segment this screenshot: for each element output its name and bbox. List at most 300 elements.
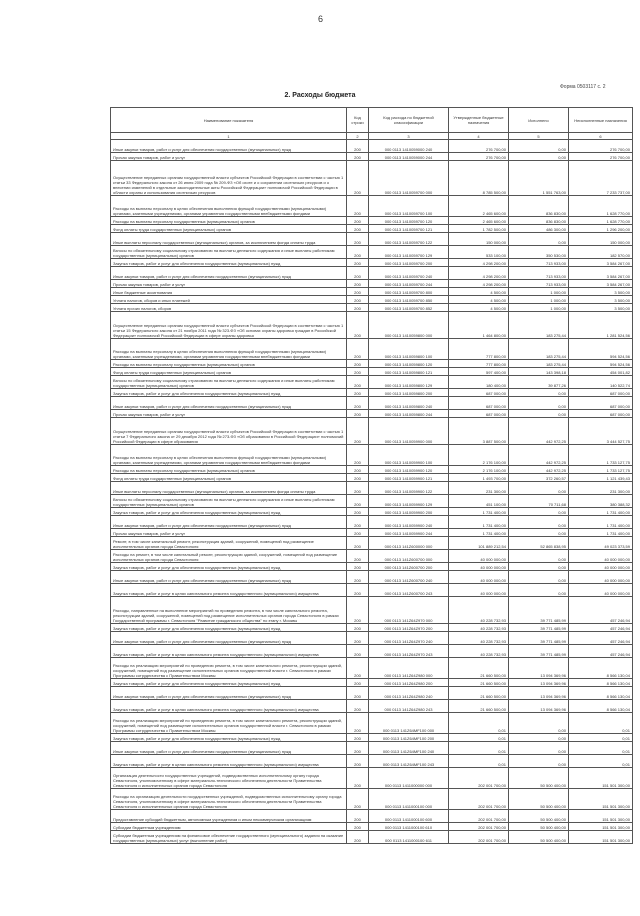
col-number: 6 (569, 133, 633, 140)
row-unexecuted: 40 000 000,00 (569, 550, 633, 563)
row-code: 200 (347, 474, 369, 482)
row-unexecuted: 49 023 373,59 (569, 537, 633, 550)
table-row (111, 267, 633, 280)
row-unexecuted: 457 246,94 (569, 645, 633, 658)
row-name: Иные закупки товаров, работ и услуг для обеспечения государственных (муниципальных) нужд (111, 687, 347, 700)
row-name: Взносы по обязательному социальному страхованию на выплаты денежного содержания и иные выплаты работникам государственных (муниципальных) органов (111, 376, 347, 389)
table-row (111, 645, 633, 658)
row-unexecuted: 594 524,56 (569, 360, 633, 368)
table-row (111, 529, 633, 537)
table-row (111, 296, 633, 304)
row-classification: 000 0113 141Z64Z970 243 (369, 645, 449, 658)
row-approved: 687 000,00 (449, 397, 509, 410)
row-executed: 0,00 (509, 755, 569, 768)
row-code: 200 (347, 550, 369, 563)
row-approved: 40 000 000,00 (449, 571, 509, 584)
row-unexecuted: 40 000 000,00 (569, 563, 633, 571)
row-classification: 000 0113 1410059700 121 (369, 225, 449, 233)
row-approved: 40 228 732,93 (449, 624, 509, 632)
row-executed: 13 094 369,96 (509, 700, 569, 713)
row-classification: 000 0113 1410059700 129 (369, 246, 449, 259)
row-unexecuted: 0,01 (569, 755, 633, 768)
row-executed: 0,00 (509, 550, 569, 563)
table-row (111, 687, 633, 700)
row-name: Расходы, направленные на выполнение мероприятий по проведению ремонта, в том числе капитального ремонта, реконструкции зданий, сооружений, помещений под размещение исполнительных органов города Севастополя в рамках Государственной программы г. Севастополя "Развитие гражданского общества" по этапу г. Москвы (111, 597, 347, 624)
row-executed: 0,00 (509, 563, 569, 571)
row-unexecuted: 594 524,56 (569, 339, 633, 360)
row-code: 200 (347, 687, 369, 700)
row-classification: 000 0113 1411000100 610 (369, 823, 449, 831)
row-code: 200 (347, 304, 369, 312)
row-approved: 202 001 700,00 (449, 810, 509, 823)
row-name: Расходы на выплаты персоналу государственных (муниципальных) органов (111, 360, 347, 368)
row-classification: 000 0113 1410059800 240 (369, 397, 449, 410)
row-name: Иные закупки товаров, работ и услуг для обеспечения государственных (муниципальных) нужд (111, 140, 347, 153)
table-row (111, 410, 633, 418)
row-name: Уплата прочих налогов, сборов (111, 304, 347, 312)
row-code: 200 (347, 312, 369, 339)
row-classification: 000 0113 141Z600700 243 (369, 584, 449, 597)
row-name: Иные закупки товаров, работ и услуг для обеспечения государственных (муниципальных) нужд (111, 516, 347, 529)
row-approved: 1 731 400,00 (449, 508, 509, 516)
row-approved: 2 176 100,00 (449, 445, 509, 466)
row-classification: 000 0113 1410059700 100 (369, 196, 449, 217)
row-unexecuted: 182 570,00 (569, 246, 633, 259)
table-row (111, 597, 633, 624)
row-name: Прочая закупка товаров, работ и услуг (111, 529, 347, 537)
row-approved: 2 465 600,00 (449, 217, 509, 225)
row-name: Расходы на реализацию мероприятий по проведению ремонта, в том числе капитального ремонта, реконструкции зданий, сооружений, помещений под размещение исполнительных органов государственной власти г. Севастополя в рамках Программы сотрудничества с Правительством Москвы (111, 713, 347, 734)
row-executed: 442 972,25 (509, 418, 569, 445)
row-code: 200 (347, 397, 369, 410)
table-row (111, 742, 633, 755)
row-executed: 0,00 (509, 571, 569, 584)
row-name: Иные закупки товаров, работ и услуг для обеспечения государственных (муниципальных) нужд (111, 397, 347, 410)
table-row (111, 734, 633, 742)
row-code: 200 (347, 296, 369, 304)
row-approved: 2 176 100,00 (449, 466, 509, 474)
table-row (111, 304, 633, 312)
row-code: 200 (347, 153, 369, 161)
row-name: Субсидии бюджетным учреждениям (111, 823, 347, 831)
row-name: Осуществление переданных органам государственной власти субъектов Российской Федерации в соответствии с частью 1 статьи 7 Федерального закона от 29 декабря 2012 года № 273-ФЗ «Об образовании в Российской Федерации» полномочий Российской Федерации в сфере образования (111, 418, 347, 445)
table-row (111, 755, 633, 768)
row-unexecuted: 687 000,00 (569, 410, 633, 418)
row-executed: 372 260,57 (509, 474, 569, 482)
table-row (111, 563, 633, 571)
row-code: 200 (347, 259, 369, 267)
row-code: 200 (347, 246, 369, 259)
row-approved: 0,01 (449, 713, 509, 734)
row-approved: 40 228 732,93 (449, 645, 509, 658)
row-code: 200 (347, 810, 369, 823)
row-code: 200 (347, 742, 369, 755)
row-unexecuted: 40 000 000,00 (569, 584, 633, 597)
row-unexecuted: 3 584 267,00 (569, 259, 633, 267)
row-code: 200 (347, 597, 369, 624)
table-row (111, 508, 633, 516)
row-classification: 000 0113 1410059700 800 (369, 288, 449, 296)
row-code: 200 (347, 516, 369, 529)
row-classification: 000 0113 1410059700 000 (369, 161, 449, 196)
row-unexecuted: 457 246,94 (569, 624, 633, 632)
row-unexecuted: 0,01 (569, 713, 633, 734)
row-executed: 0,00 (509, 742, 569, 755)
row-code: 200 (347, 360, 369, 368)
table-row (111, 445, 633, 466)
row-classification: 000 0113 141Z64Z980 000 (369, 658, 449, 679)
row-code: 200 (347, 267, 369, 280)
row-classification: 000 0113 1410059900 000 (369, 418, 449, 445)
row-approved: 4 298 200,00 (449, 259, 509, 267)
row-executed: 183 275,44 (509, 360, 569, 368)
row-approved: 4 500,00 (449, 304, 509, 312)
row-executed: 0,00 (509, 482, 569, 495)
table-row (111, 360, 633, 368)
table-row (111, 632, 633, 645)
table-row (111, 584, 633, 597)
row-name: Иные закупки товаров, работ и услуг для обеспечения государственных (муниципальных) нужд (111, 571, 347, 584)
row-name: Взносы по обязательному социальному страхованию на выплаты денежного содержания и иные выплаты работникам государственных (муниципальных) органов (111, 495, 347, 508)
row-classification: 000 0113 141Z64Z970 240 (369, 632, 449, 645)
row-unexecuted: 3 444 527,75 (569, 418, 633, 445)
table-row (111, 246, 633, 259)
row-name: Прочая закупка товаров, работ и услуг (111, 153, 347, 161)
row-approved: 687 000,00 (449, 389, 509, 397)
row-name: Расходы на выплаты персоналу в целях обеспечения выполнения функций государственными (муниципальными) органами, казенными учреждениями, органами управления государственными внебюджетными фондами (111, 196, 347, 217)
table-row (111, 789, 633, 810)
row-unexecuted: 1 121 439,43 (569, 474, 633, 482)
table-row (111, 810, 633, 823)
table-row (111, 140, 633, 153)
row-approved: 0,01 (449, 742, 509, 755)
row-name: Закупка товаров, работ и услуг для обеспечения государственных (муниципальных) нужд (111, 389, 347, 397)
row-unexecuted: 151 501 300,00 (569, 831, 633, 844)
row-name: Закупка товаров, работ и услуг в целях капитального ремонта государственного (муниципального) имущества (111, 700, 347, 713)
row-approved: 276 700,00 (449, 140, 509, 153)
row-name: Закупка товаров, работ и услуг в целях капитального ремонта государственного (муниципального) имущества (111, 645, 347, 658)
row-unexecuted: 140 522,74 (569, 376, 633, 389)
row-unexecuted: 1 733 127,75 (569, 466, 633, 474)
row-unexecuted: 687 000,00 (569, 389, 633, 397)
row-approved: 101 889 212,54 (449, 537, 509, 550)
row-approved: 21 660 500,00 (449, 700, 509, 713)
row-classification: 000 0113 1410059800 244 (369, 410, 449, 418)
table-row (111, 233, 633, 246)
row-approved: 180 400,00 (449, 376, 509, 389)
row-unexecuted: 150 000,00 (569, 233, 633, 246)
row-unexecuted: 1 733 127,75 (569, 445, 633, 466)
table-row (111, 288, 633, 296)
row-unexecuted: 276 700,00 (569, 153, 633, 161)
row-classification: 000 0113 1410059700 200 (369, 259, 449, 267)
row-approved: 1 464 800,00 (449, 312, 509, 339)
row-approved: 40 228 732,93 (449, 632, 509, 645)
table-row (111, 153, 633, 161)
row-name: Закупка товаров, работ и услуг для обеспечения государственных (муниципальных) нужд (111, 259, 347, 267)
row-executed: 39 771 485,99 (509, 624, 569, 632)
row-code: 200 (347, 368, 369, 376)
row-executed: 486 300,00 (509, 225, 569, 233)
row-executed: 70 711,68 (509, 495, 569, 508)
row-classification: 000 0113 141Z600000 000 (369, 537, 449, 550)
header-class: Код расхода по бюджетной классификации (369, 108, 449, 133)
row-unexecuted: 8 566 130,04 (569, 700, 633, 713)
row-executed: 50 500 400,00 (509, 831, 569, 844)
table-row (111, 196, 633, 217)
row-approved: 202 001 700,00 (449, 831, 509, 844)
row-executed: 0,00 (509, 508, 569, 516)
row-name: Иные закупки товаров, работ и услуг для обеспечения государственных (муниципальных) нужд (111, 632, 347, 645)
col-number: 2 (347, 133, 369, 140)
row-approved: 21 660 500,00 (449, 679, 509, 687)
row-unexecuted: 457 246,94 (569, 597, 633, 624)
row-executed: 183 275,44 (509, 312, 569, 339)
table-row (111, 376, 633, 389)
row-code: 200 (347, 831, 369, 844)
table-body (111, 140, 633, 844)
table-row (111, 389, 633, 397)
row-executed: 442 972,25 (509, 466, 569, 474)
page-number: 6 (318, 14, 324, 24)
table-row (111, 161, 633, 196)
row-executed: 0,00 (509, 713, 569, 734)
row-executed: 0,00 (509, 516, 569, 529)
row-code: 200 (347, 161, 369, 196)
table-row (111, 482, 633, 495)
row-classification: 000 0113 1410059900 240 (369, 516, 449, 529)
row-code: 200 (347, 288, 369, 296)
row-classification: 000 0113 1410059800 000 (369, 312, 449, 339)
row-approved: 40 000 000,00 (449, 550, 509, 563)
row-classification: 000 0113 1410059800 121 (369, 368, 449, 376)
row-name: Уплата налогов, сборов и иных платежей (111, 296, 347, 304)
row-classification: 000 0113 1410059700 120 (369, 217, 449, 225)
row-code: 200 (347, 495, 369, 508)
row-executed: 0,00 (509, 140, 569, 153)
row-classification: 000 0113 1410059900 244 (369, 529, 449, 537)
row-code: 200 (347, 823, 369, 831)
row-approved: 40 000 000,00 (449, 563, 509, 571)
row-approved: 276 700,00 (449, 153, 509, 161)
row-approved: 1 731 400,00 (449, 516, 509, 529)
row-classification: 000 0113 141Z64Z970 000 (369, 597, 449, 624)
row-name: Закупка товаров, работ и услуг для обеспечения государственных (муниципальных) нужд (111, 734, 347, 742)
row-code: 200 (347, 713, 369, 734)
header-row (111, 108, 633, 133)
row-unexecuted: 1 628 770,00 (569, 196, 633, 217)
row-executed: 13 094 369,96 (509, 687, 569, 700)
table-row (111, 658, 633, 679)
row-classification: 000 0113 1410059800 200 (369, 389, 449, 397)
row-approved: 40 228 732,93 (449, 597, 509, 624)
row-approved: 202 001 700,00 (449, 789, 509, 810)
row-name: Иные выплаты персоналу государственных (муниципальных) органов, за исключением фонда оплаты труда (111, 482, 347, 495)
row-executed: 0,00 (509, 389, 569, 397)
report-title: 2. Расходы бюджета (284, 92, 356, 99)
row-code: 200 (347, 571, 369, 584)
row-code: 200 (347, 632, 369, 645)
table-row (111, 768, 633, 789)
row-unexecuted: 276 700,00 (569, 140, 633, 153)
row-unexecuted: 8 566 130,04 (569, 687, 633, 700)
row-approved: 4 500,00 (449, 296, 509, 304)
row-unexecuted: 151 501 300,00 (569, 768, 633, 789)
row-executed: 713 933,00 (509, 267, 569, 280)
row-name: Прочая закупка товаров, работ и услуг (111, 410, 347, 418)
row-classification: 000 0113 1410059900 122 (369, 482, 449, 495)
row-classification: 000 0113 141Z64MF100 240 (369, 742, 449, 755)
row-approved: 202 001 700,00 (449, 823, 509, 831)
row-name: Закупка товаров, работ и услуг для обеспечения государственных (муниципальных) нужд (111, 624, 347, 632)
row-classification: 000 0113 141Z64MF100 200 (369, 734, 449, 742)
row-executed: 13 094 369,96 (509, 658, 569, 679)
row-executed: 0,00 (509, 529, 569, 537)
row-approved: 687 000,00 (449, 410, 509, 418)
row-code: 200 (347, 280, 369, 288)
row-executed: 39 771 485,99 (509, 645, 569, 658)
table-row (111, 831, 633, 844)
row-code: 200 (347, 679, 369, 687)
row-unexecuted: 1 731 400,00 (569, 516, 633, 529)
row-code: 200 (347, 563, 369, 571)
col-number: 1 (111, 133, 347, 140)
row-name: Расходы на выплаты персоналу в целях обеспечения выполнения функций государственными (муниципальными) органами, казенными учреждениями, органами управления государственными внебюджетными фондами (111, 339, 347, 360)
row-name: Субсидии бюджетным учреждениям на финансовое обеспечение государственного (муниципального) задания на оказание государственных (муниципальных) услуг (выполнение работ) (111, 831, 347, 844)
header-executed: Исполнено (509, 108, 569, 133)
row-classification: 000 0113 1410059000 240 (369, 140, 449, 153)
row-executed: 0,00 (509, 153, 569, 161)
row-classification: 000 0113 1410059800 100 (369, 339, 449, 360)
row-unexecuted: 3 500,00 (569, 296, 633, 304)
row-classification: 000 0113 1410059800 129 (369, 376, 449, 389)
row-unexecuted: 1 731 400,00 (569, 529, 633, 537)
table-row (111, 679, 633, 687)
row-approved: 451 100,00 (449, 495, 509, 508)
row-classification: 000 0113 141Z64Z980 243 (369, 700, 449, 713)
row-unexecuted: 454 001,82 (569, 368, 633, 376)
row-code: 200 (347, 445, 369, 466)
row-approved: 0,01 (449, 734, 509, 742)
table-row (111, 700, 633, 713)
row-approved: 4 500,00 (449, 288, 509, 296)
row-code: 200 (347, 418, 369, 445)
row-unexecuted: 687 000,00 (569, 397, 633, 410)
row-name: Расходы на выплаты персоналу государственных (муниципальных) органов (111, 466, 347, 474)
row-executed: 183 275,44 (509, 339, 569, 360)
row-classification: 000 0113 141Z64Z980 200 (369, 679, 449, 687)
table-row (111, 259, 633, 267)
row-unexecuted: 1 731 400,00 (569, 508, 633, 516)
table-row (111, 474, 633, 482)
row-code: 200 (347, 196, 369, 217)
table-row (111, 823, 633, 831)
table-row (111, 537, 633, 550)
row-classification: 000 0113 1411000000 000 (369, 768, 449, 789)
expenses-table (110, 107, 633, 844)
row-classification: 000 0113 1410059900 100 (369, 445, 449, 466)
row-executed: 1 551 763,00 (509, 161, 569, 196)
row-name: Закупка товаров, работ и услуг в целях капитального ремонта государственного (муниципального) имущества (111, 584, 347, 597)
row-executed: 50 500 400,00 (509, 823, 569, 831)
row-name: Расходы на ремонт, в том числе капитальный ремонт, реконструкцию зданий, сооружений, помещений под размещение исполнительных органов города Севастополя (111, 550, 347, 563)
row-unexecuted: 0,01 (569, 742, 633, 755)
row-code: 200 (347, 482, 369, 495)
row-code: 200 (347, 537, 369, 550)
row-executed: 50 500 400,00 (509, 810, 569, 823)
row-code: 200 (347, 376, 369, 389)
row-unexecuted: 151 501 300,00 (569, 789, 633, 810)
row-unexecuted: 1 296 200,00 (569, 225, 633, 233)
row-executed: 1 000,00 (509, 304, 569, 312)
row-name: Иные закупки товаров, работ и услуг для обеспечения государственных (муниципальных) нужд (111, 267, 347, 280)
row-unexecuted: 40 000 000,00 (569, 571, 633, 584)
row-approved: 4 298 200,00 (449, 280, 509, 288)
row-executed: 52 865 838,95 (509, 537, 569, 550)
row-code: 200 (347, 584, 369, 597)
row-unexecuted: 8 566 130,04 (569, 679, 633, 687)
row-executed: 50 500 400,00 (509, 768, 569, 789)
row-name: Иные выплаты персоналу государственных (муниципальных) органов, за исключением фонда оплаты труда (111, 233, 347, 246)
row-unexecuted: 1 628 770,00 (569, 217, 633, 225)
row-classification: 000 0113 141Z64Z970 200 (369, 624, 449, 632)
row-name: Расходы на реализацию мероприятий по проведению ремонта, в том числе капитального ремонта, реконструкции зданий, сооружений, помещений под размещение исполнительных органов государственной власти г. Севастополя в рамках Программы сотрудничества с Правительством Москвы (111, 658, 347, 679)
col-number: 5 (509, 133, 569, 140)
table-row (111, 571, 633, 584)
row-name: Фонд оплаты труда государственных (муниципальных) органов (111, 225, 347, 233)
row-code: 200 (347, 508, 369, 516)
row-classification: 000 0113 1411000100 600 (369, 810, 449, 823)
row-name: Прочая закупка товаров, работ и услуг (111, 280, 347, 288)
row-code: 200 (347, 466, 369, 474)
table-row (111, 713, 633, 734)
row-approved: 1 493 700,00 (449, 474, 509, 482)
row-classification: 000 0113 1410059900 129 (369, 495, 449, 508)
row-unexecuted: 7 233 737,00 (569, 161, 633, 196)
row-approved: 150 000,00 (449, 233, 509, 246)
row-unexecuted: 231 300,00 (569, 482, 633, 495)
row-classification: 000 0113 1410059700 852 (369, 304, 449, 312)
row-executed: 442 972,25 (509, 445, 569, 466)
row-executed: 836 830,00 (509, 217, 569, 225)
row-code: 200 (347, 233, 369, 246)
row-unexecuted: 380 388,32 (569, 495, 633, 508)
row-executed: 836 830,00 (509, 196, 569, 217)
row-classification: 000 0113 1410059700 850 (369, 296, 449, 304)
row-name: Осуществление переданных органам государственной власти субъектов Российской Федерации в соответствии с частью 1 статьи 15 Федерального закона от 21 ноября 2011 года № 323-ФЗ «Об основах охраны здоровья граждан в Российской Федерации» полномочий Российской Федерации в сфере охраны здоровья (111, 312, 347, 339)
row-classification: 000 0113 1410059900 121 (369, 474, 449, 482)
row-unexecuted: 8 566 130,04 (569, 658, 633, 679)
row-executed: 0,00 (509, 584, 569, 597)
row-executed: 713 933,00 (509, 280, 569, 288)
row-unexecuted: 3 500,00 (569, 288, 633, 296)
row-classification: 000 0113 141Z64MF100 243 (369, 755, 449, 768)
table-row (111, 624, 633, 632)
table-row (111, 368, 633, 376)
row-name: Расходы на выплаты персоналу в целях обеспечения выполнения функций государственными (муниципальными) органами, казенными учреждениями, органами управления государственными внебюджетными фондами (111, 445, 347, 466)
row-classification: 000 0113 1410059900 120 (369, 466, 449, 474)
row-code: 200 (347, 768, 369, 789)
row-classification: 000 0113 1411000100 611 (369, 831, 449, 844)
row-approved: 1 731 400,00 (449, 529, 509, 537)
row-name: Закупка товаров, работ и услуг для обеспечения государственных (муниципальных) нужд (111, 508, 347, 516)
row-executed: 143 398,18 (509, 368, 569, 376)
row-executed: 0,00 (509, 734, 569, 742)
row-code: 200 (347, 755, 369, 768)
row-classification: 000 0113 1410059700 244 (369, 280, 449, 288)
header-name: Наименование показателя (111, 108, 347, 133)
header-unexecuted: Неисполненные назначения (569, 108, 633, 133)
